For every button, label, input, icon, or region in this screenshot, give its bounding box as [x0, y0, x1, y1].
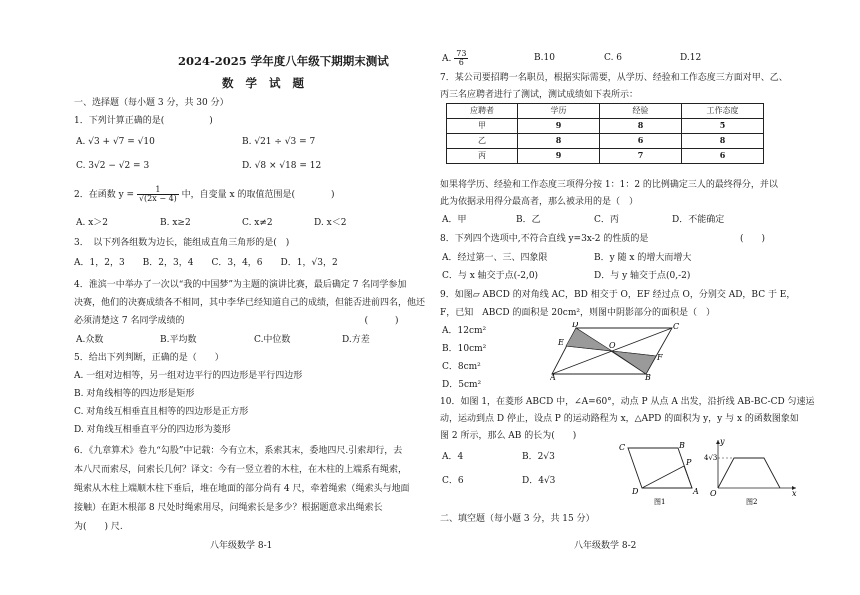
q3-options: A．1，2，3 B．2，3，4 C．3，4，6 D．1，√3，2 — [74, 258, 338, 268]
parallelogram-figure — [550, 322, 680, 380]
question-5: 5．给出下列判断，正确的是（ ） — [74, 353, 224, 363]
q6-option-b: B.10 — [534, 53, 555, 63]
q7-option-d: D．不能确定 — [672, 215, 725, 225]
q7-option-b: B．乙 — [516, 215, 541, 225]
table-cell: 6 — [682, 149, 764, 164]
question-4-line-3: 必须清楚这 7 名同学成绩的 ( ) — [74, 316, 399, 326]
rhombus-outline — [628, 448, 692, 488]
table-row — [447, 119, 764, 134]
q6-a-denominator: 6 — [458, 58, 464, 67]
page-footer-left: 八年级数学 8-1 — [210, 541, 273, 551]
question-7-line-2: 丙三名应聘者进行了测试，测试成绩如下表所示： — [440, 90, 639, 100]
question-6-line-1: 6．《九章算术》卷九“勾股”中记载：今有立木，系索其末，委地四尺.引索却行，去 — [74, 446, 403, 456]
q2-fraction — [137, 186, 179, 203]
q2-lead: 2．在函数 y = — [74, 190, 135, 200]
question-7-line-1: 7．某公司要招聘一名职员，根据实际需要，从学历、经验和工作态度三方面对甲、乙、 — [440, 73, 788, 83]
table-cell: 丙 — [447, 149, 518, 164]
question-8: 8．下列四个选项中,不符合直线 y=3x-2 的性质的是 — [440, 234, 649, 244]
q2-option-d: D. x＜2 — [314, 218, 347, 228]
q1-option-c: C. 3√2 − √2 = 3 — [76, 161, 150, 171]
q9-option-a: A．12cm² — [442, 326, 487, 336]
q2-option-a: A. x＞2 — [76, 218, 109, 228]
section-1-heading: 一、选择题（每小题 3 分，共 30 分） — [74, 98, 229, 108]
table-header-cell: 工作态度 — [682, 104, 764, 119]
q8-option-d: D．与 y 轴交于点(0,-2) — [594, 271, 691, 281]
q2-denominator: √(2x − 4) — [138, 194, 177, 203]
question-6-line-5: 为( ) 尺. — [74, 522, 123, 532]
fig-label-e: E — [558, 338, 564, 347]
q6-option-c: C. 6 — [604, 53, 623, 63]
table-cell: 甲 — [447, 119, 518, 134]
q5-option-c: C. 对角线互相垂直且相等的四边形是正方形 — [74, 407, 249, 417]
q1-option-a: A. √3 + √7 = √10 — [76, 137, 155, 147]
q10-option-a: A．4 — [442, 452, 464, 462]
table-cell: 5 — [682, 119, 764, 134]
q10-option-b: B．2√3 — [522, 452, 555, 462]
segment-ap — [684, 466, 692, 488]
q2-option-b: B. x≥2 — [160, 218, 191, 228]
table-cell: 6 — [600, 134, 682, 149]
table-row — [447, 149, 764, 164]
question-4-line-1: 4．淮滨一中举办了一次以“我的中国梦”为主题的演讲比赛，最后确定 7 名同学参加 — [74, 280, 407, 290]
q8-option-c: C．与 x 轴交于点(-2,0) — [442, 271, 539, 281]
question-10-line-3: 图 2 所示，那么 AB 的长为( ) — [440, 431, 577, 441]
q6-option-d: D.12 — [680, 53, 702, 63]
question-9-line-1: 9．如图▱ ABCD 的对角线 AC，BD 相交于 O，EF 经过点 O，分别交 AD，BC 于 E， — [440, 290, 796, 300]
q2-tail: 中，自变量 x 的取值范围是( ) — [181, 190, 335, 200]
segment-dp — [642, 466, 684, 488]
q9-option-b: B．10cm² — [442, 344, 487, 354]
right-page — [440, 0, 815, 595]
question-2 — [74, 186, 334, 203]
question-1: 1．下列计算正确的是( ) — [74, 116, 213, 126]
q8-option-b: B．y 随 x 的增大而增大 — [594, 253, 692, 263]
question-10-line-2: 动，运动到点 D 停止，设点 P 的运动路程为 x，△APD 的面积为 y，y 与 x 的函数图象如 — [440, 414, 799, 424]
section-2-heading: 二、填空题（每小题 3 分，共 15 分） — [440, 514, 595, 524]
q5-option-b: B. 对角线相等的四边形是矩形 — [74, 389, 195, 399]
function-graph-figure — [704, 436, 800, 506]
fig-label-f: F — [657, 353, 663, 362]
fig-label-d: D — [572, 322, 579, 329]
q9-option-d: D．5cm² — [442, 380, 482, 390]
question-9-line-2: F，已知 ABCD 的面积是 20cm²，则图中阴影部分的面积是（ ） — [440, 308, 715, 318]
fig-label-c: C — [673, 322, 680, 331]
fig1-label-p: P — [686, 458, 692, 467]
q10-option-c: C．6 — [442, 476, 464, 486]
q4-option-b: B.平均数 — [160, 335, 197, 345]
table-cell: 乙 — [447, 134, 518, 149]
left-page — [74, 0, 432, 595]
question-7-after-line-1: 如果将学历、经验和工作态度三项得分按 1：1：2 的比例确定三人的最终得分，并以 — [440, 180, 778, 190]
q4-option-a: A.众数 — [76, 335, 104, 345]
q4-option-d: D.方差 — [342, 335, 370, 345]
table-row — [447, 134, 764, 149]
table-cell: 7 — [600, 149, 682, 164]
table-cell: 9 — [518, 149, 600, 164]
question-6-line-4: 接触）在距木根部 8 尺处时绳索用尽，问绳索长是多少？根据题意求出绳索长 — [74, 503, 383, 513]
q2-option-c: C. x≠2 — [242, 218, 273, 228]
q1-option-b: B. √21 ÷ √3 = 7 — [242, 137, 316, 147]
fig2-label-origin: O — [710, 489, 717, 498]
q7-option-a: A．甲 — [442, 215, 467, 225]
table-cell: 8 — [600, 119, 682, 134]
q6-option-a-fraction — [454, 50, 468, 67]
question-7-after-line-2: 此为依据录用得分最高者，那么被录用的是（ ） — [440, 197, 639, 207]
function-curve — [718, 458, 780, 488]
exam-subtitle: 数 学 试 题 — [222, 76, 309, 90]
score-table — [446, 103, 764, 164]
fig2-caption: 图2 — [746, 498, 758, 506]
fig-label-o: O — [609, 341, 616, 350]
q4-option-c: C.中位数 — [254, 335, 291, 345]
table-header-cell: 应聘者 — [447, 104, 518, 119]
q1-option-d: D. √8 × √18 = 12 — [242, 161, 322, 171]
fig1-label-d: D — [632, 487, 639, 496]
shaded-region-bottom — [612, 351, 656, 374]
q10-option-d: D．4√3 — [522, 476, 556, 486]
fig1-label-a: A — [693, 487, 699, 496]
fig1-label-b: B — [679, 441, 685, 450]
q7-option-c: C．丙 — [594, 215, 619, 225]
q6-a-numerator: 73 — [456, 49, 467, 58]
fig-label-b: B — [645, 373, 651, 380]
question-4-line-2: 决赛，他们的决赛成绩各不相同，其中李华已经知道自己的成绩，但能否进前四名，他还 — [74, 298, 426, 308]
q6-option-a-label: A. — [442, 54, 452, 64]
fig1-label-c: C — [619, 443, 626, 452]
table-cell: 8 — [518, 134, 600, 149]
question-6-line-3: 绳索从木柱上端顺木柱下垂后，堆在地面的部分尚有 4 尺，牵着绳索（绳索头与地面 — [74, 484, 410, 494]
q8-option-a: A．经过第一、三、四象限 — [442, 253, 548, 263]
question-3: 3． 以下列各组数为边长，能组成直角三角形的是( ) — [74, 238, 290, 248]
q6-option-a — [442, 50, 468, 67]
q5-option-d: D. 对角线互相垂直平分的四边形为菱形 — [74, 425, 231, 435]
q2-numerator: 1 — [137, 186, 179, 195]
q8-answer-bracket: ( ) — [740, 234, 766, 244]
fig2-label-max: 4√3 — [704, 454, 718, 462]
table-cell: 8 — [682, 134, 764, 149]
table-header-cell: 经验 — [600, 104, 682, 119]
question-6-line-2: 本八尺而索尽，问索长几何？译文：今有一竖立着的木柱，在木柱的上端系有绳索， — [74, 465, 408, 475]
table-header-row — [447, 104, 764, 119]
exam-title: 2024-2025 学年度八年级下期期末测试 — [178, 54, 389, 68]
fig2-label-y: y — [720, 437, 725, 446]
fig1-caption: 图1 — [654, 498, 666, 506]
q9-option-c: C．8cm² — [442, 362, 481, 372]
table-header-cell: 学历 — [518, 104, 600, 119]
table-cell: 9 — [518, 119, 600, 134]
question-10-line-1: 10．如图 1，在菱形 ABCD 中，∠A=60°，动点 P 从点 A 出发，沿折线 AB-BC-CD 匀速运 — [440, 397, 815, 407]
fig2-label-x: x — [792, 489, 797, 498]
shaded-region-top — [566, 328, 612, 351]
q5-option-a: A. 一组对边相等，另一组对边平行的四边形是平行四边形 — [74, 371, 303, 381]
fig-label-a: A — [550, 373, 556, 380]
page-footer-right: 八年级数学 8-2 — [574, 541, 637, 551]
rhombus-figure — [616, 440, 702, 506]
